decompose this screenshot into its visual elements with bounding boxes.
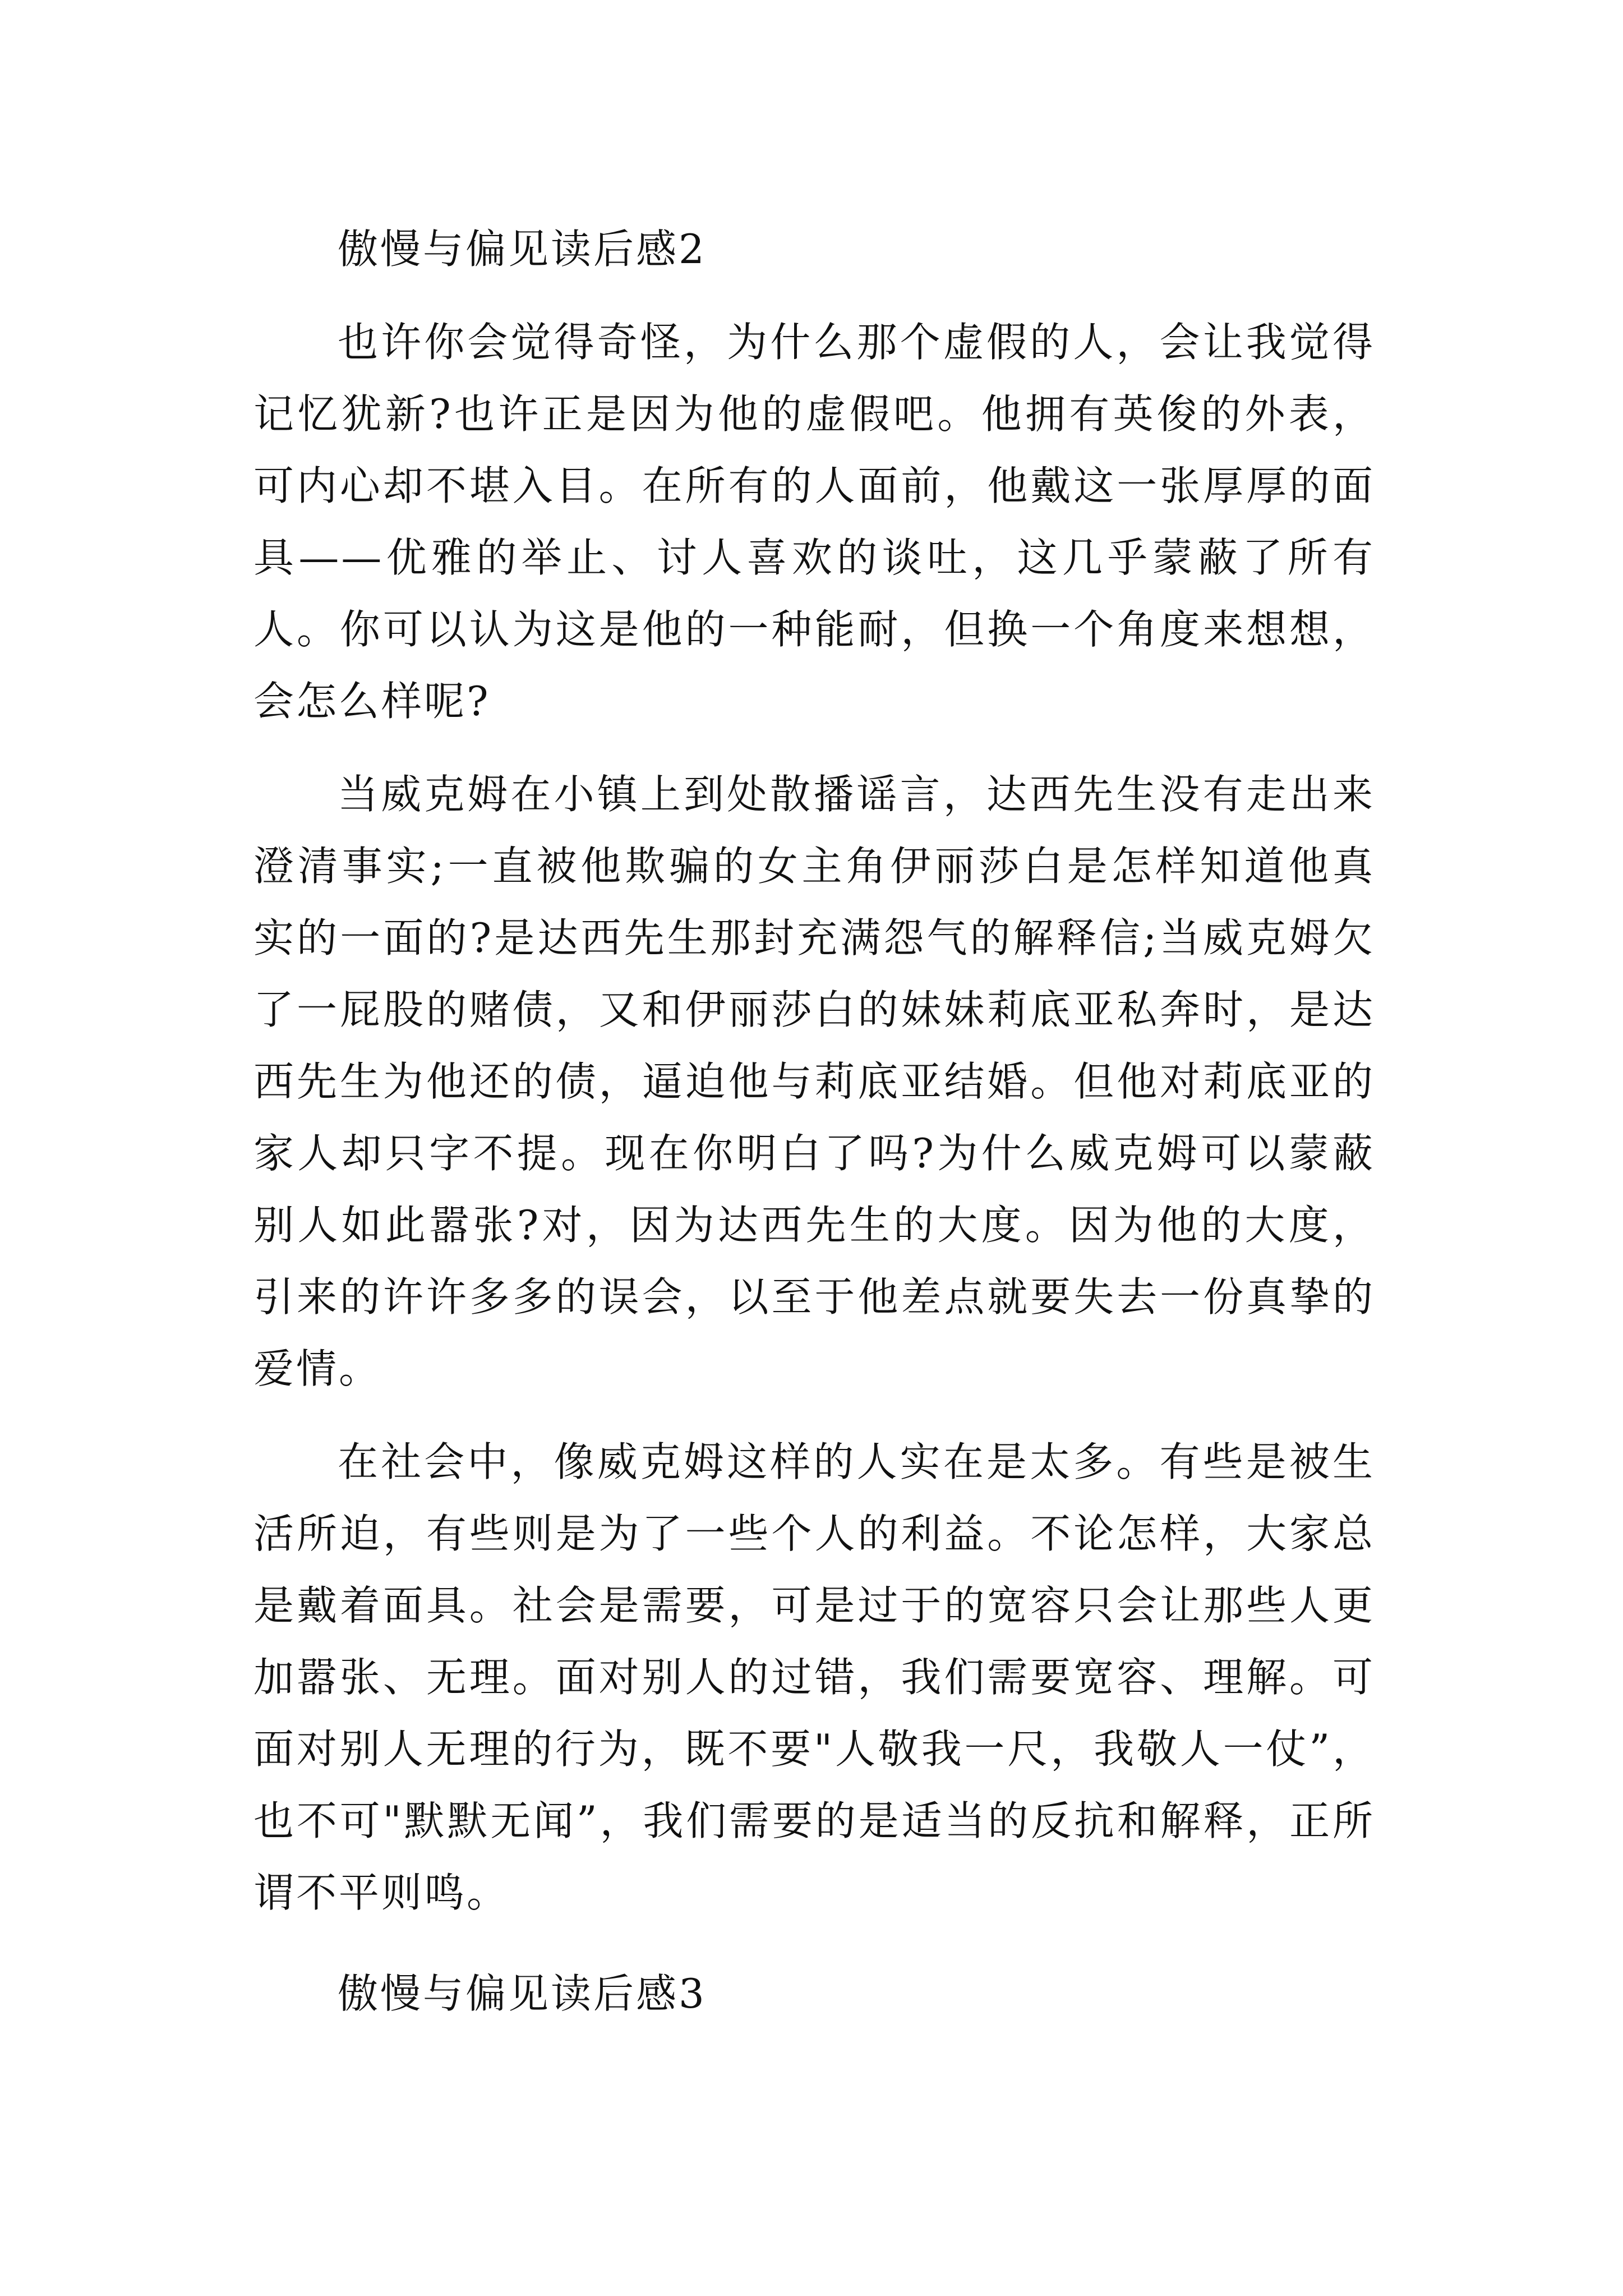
section-heading: 傲慢与偏见读后感3 <box>338 1970 707 2017</box>
body-paragraph: 当威克姆在小镇上到处散播谣言，达西先生没有走出来澄清事实;一直被他欺骗的女主角伊丽莎白是怎样知道他真实的一面的?是达西先生那封充满怨气的解释信;当威克姆欠了一屁股的赌债，又和伊丽莎白的妹妹莉底亚私奔时，是达西先生为他还的债，逼迫他与莉底亚结婚。但他对莉底亚的家人却只字不提。现在你明白了吗?为什么威克姆可以蒙蔽别人如此嚣张?对，因为达西先生的大度。因为他的大度，引来的许许多多的误会，以至于他差点就要失去一份真挚的爱情。 <box>253 771 1375 1392</box>
document-body <box>253 213 1375 2030</box>
body-paragraph: 在社会中，像威克姆这样的人实在是太多。有些是被生活所迫，有些则是为了一些个人的利益。不论怎样，大家总是戴着面具。社会是需要，可是过于的宽容只会让那些人更加嚣张、无理。面对别人的过错，我们需要宽容、理解。可面对别人无理的行为，既不要"人敬我一尺，我敬人一仗”，也不可"默默无闻”，我们需要的是适当的反抗和解释，正所谓不平则鸣。 <box>253 1438 1375 1916</box>
section-heading: 傲慢与偏见读后感2 <box>338 226 707 273</box>
body-paragraph: 也许你会觉得奇怪，为什么那个虚假的人，会让我觉得记忆犹新?也许正是因为他的虚假吧。他拥有英俊的外表，可内心却不堪入目。在所有的人面前，他戴这一张厚厚的面具——优雅的举止、讨人喜欢的谈吐，这几乎蒙蔽了所有人。你可以认为这是他的一种能耐，但换一个角度来想想，会怎么样呢? <box>253 319 1375 725</box>
